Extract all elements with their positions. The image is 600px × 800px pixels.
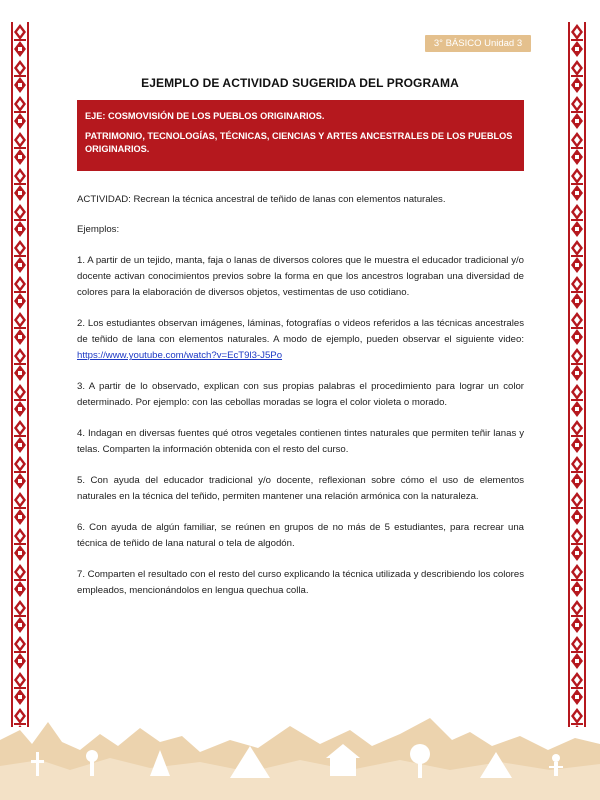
- list-item: [77, 316, 524, 364]
- list-item: 7. Comparten el resultado con el resto del curso explicando la técnica utilizada y describiendo los colores empleados, mencionándolos en lengua quechua colla.: [77, 569, 524, 596]
- video-link[interactable]: https://www.youtube.com/watch?v=EcT9l3-J5Po: [77, 350, 283, 361]
- list-item-text: 2. Los estudiantes observan imágenes, láminas, fotografías o videos referidos a las técnicas ancestrales de teñido de lana con elementos naturales. A modo de ejemplo, pueden observar el siguiente video:: [77, 318, 524, 345]
- list-item: 5. Con ayuda del educador tradicional y/o docente, reflexionan sobre cómo el uso de elementos naturales en la técnica del teñido, permiten mantener una relación armónica con la naturaleza.: [77, 475, 524, 502]
- list-item: 6. Con ayuda de algún familiar, se reúnen en grupos de no más de 5 estudiantes, para recrear una técnica de teñido de lana natural o tela de algodón.: [77, 522, 524, 549]
- eje-heading: EJE: COSMOVISIÓN DE LOS PUEBLOS ORIGINARIOS.: [85, 111, 325, 121]
- right-woven-border: [568, 22, 586, 727]
- andean-landscape-icon: [0, 700, 600, 800]
- eje-subheading: PATRIMONIO, TECNOLOGÍAS, TÉCNICAS, CIENCIAS Y ARTES ANCESTRALES DE LOS PUEBLOS ORIGINARIOS.: [85, 131, 513, 154]
- left-woven-border: [11, 22, 29, 727]
- page-title: EJEMPLO DE ACTIVIDAD SUGERIDA DEL PROGRAMA: [141, 76, 459, 90]
- footer-landscape: [0, 700, 600, 800]
- list-item: 3. A partir de lo observado, explican con sus propias palabras el procedimiento para lograr un color determinado. Por ejemplo: con las cebollas moradas se logra el color violeta o morado.: [77, 381, 524, 408]
- examples-label: Ejemplos:: [77, 224, 120, 235]
- woven-pattern-icon: [568, 22, 586, 727]
- list-item: 4. Indagan en diversas fuentes qué otros vegetales contienen tintes naturales que permiten teñir lanas y telas. Comparten la información obtenida con el resto del curso.: [77, 428, 524, 455]
- grade-unit-badge: 3° BÁSICO Unidad 3: [425, 35, 531, 52]
- eje-banner: [77, 100, 524, 171]
- woven-pattern-icon: [11, 22, 29, 727]
- activity-content: [77, 192, 524, 614]
- activity-statement: ACTIVIDAD: Recrean la técnica ancestral de teñido de lanas con elementos naturales.: [77, 194, 446, 205]
- list-item: 1. A partir de un tejido, manta, faja o lanas de diversos colores que le muestra el educador tradicional y/o docente activan conocimientos previos sobre la forma en que los ancestros lograban una diversidad de colores para la elaboración de diversos objetos, vestimentas de uso cotidiano.: [77, 255, 524, 298]
